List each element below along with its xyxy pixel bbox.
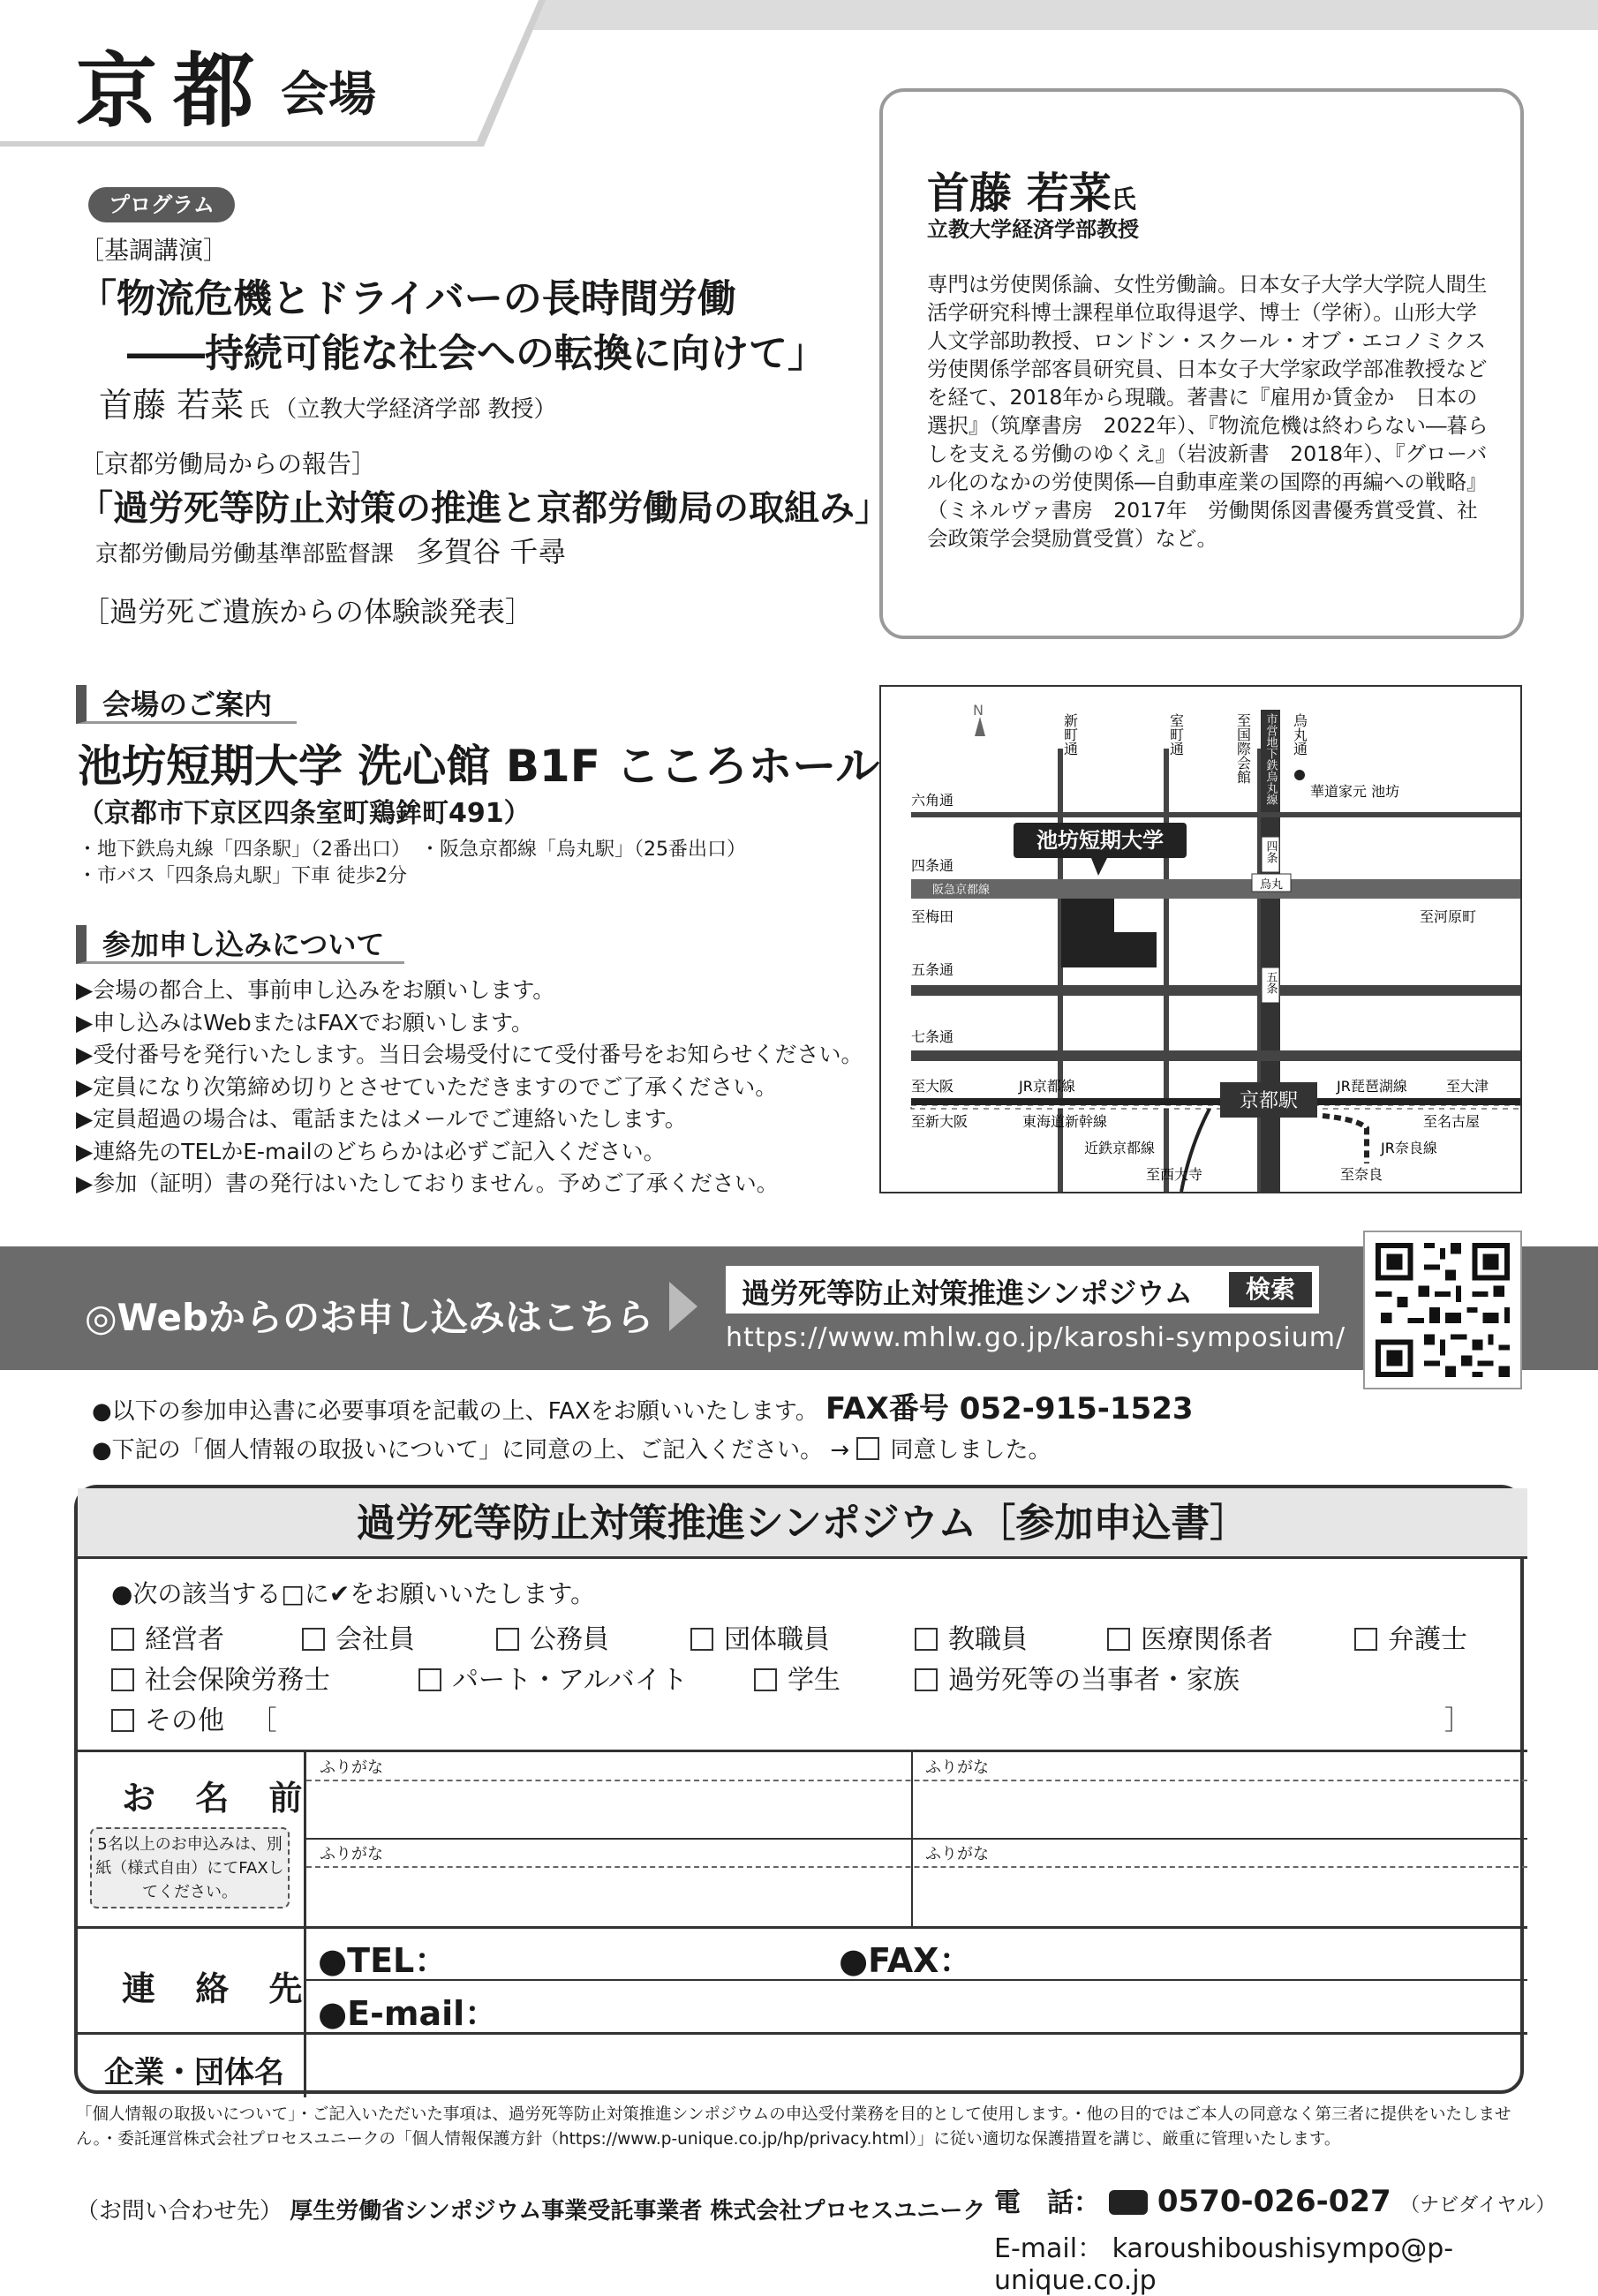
- contact-label: 連 絡 先: [122, 1969, 317, 2008]
- option-label: 学生: [788, 1665, 840, 1696]
- campus-building: [1061, 899, 1114, 932]
- station-label: 京都駅: [1239, 1090, 1299, 1112]
- checkbox[interactable]: [690, 1628, 713, 1651]
- shinosaka-label: 至新大阪: [911, 1113, 969, 1130]
- kado-label: 華道家元 池坊: [1310, 783, 1400, 800]
- page-title-suffix: 会場: [281, 66, 376, 122]
- osaka-label: 至大阪: [911, 1078, 954, 1095]
- agree-text: ●下記の「個人情報の取扱いについて」に同意の上、ご記入ください。 →: [92, 1437, 850, 1464]
- apply-note: ▶申し込みはWebまたはFAXでお願いします。: [76, 1009, 534, 1035]
- umeda-label: 至梅田: [911, 908, 954, 925]
- apply-note: ▶定員になり次第締め切りとさせていただきますのでご了承ください。: [76, 1073, 778, 1100]
- profile-name-line: [927, 159, 1136, 220]
- checkbox[interactable]: [915, 1668, 938, 1691]
- furigana-label: ふりがな: [320, 1845, 383, 1863]
- furigana-label: ふりがな: [320, 1758, 383, 1777]
- name-input-4[interactable]: [915, 1868, 1524, 1924]
- nara-line-label: JR奈良線: [1381, 1140, 1437, 1156]
- apply-note: ▶受付番号を発行いたします。当日会場受付にて受付番号をお知らせください。: [76, 1042, 863, 1067]
- checkbox[interactable]: [111, 1709, 134, 1732]
- rokkaku-label: 六角通: [911, 792, 954, 809]
- fax-field[interactable]: ●FAX：: [839, 1941, 973, 1980]
- access-map: [879, 685, 1522, 1193]
- apply-heading: 参加申し込みについて: [76, 925, 404, 964]
- option-label: 社会保険労務士: [145, 1665, 330, 1696]
- name-note: 5名以上のお申込みは、別紙（様式自由）にてFAXしてください。: [90, 1827, 290, 1908]
- profile-honorific: 氏: [1111, 184, 1136, 214]
- checkbox[interactable]: [111, 1628, 134, 1651]
- company-label: 企業・団体名: [104, 2055, 284, 2090]
- option-label: パート・アルバイト: [452, 1665, 688, 1696]
- checkbox[interactable]: [418, 1668, 441, 1691]
- search-keyword: 過労死等防止対策推進シンポジウム: [742, 1276, 1193, 1310]
- north-arrow: [975, 717, 985, 736]
- tokaido-label: 東海道新幹線: [1022, 1113, 1108, 1130]
- profile-affiliation: 立教大学経済学部教授: [927, 217, 1139, 242]
- tel-field[interactable]: ●TEL：: [318, 1941, 448, 1980]
- option-label: 公務員: [530, 1624, 609, 1655]
- phone-icon: [1109, 2190, 1148, 2215]
- mail-label: E-mail：: [994, 2233, 1104, 2264]
- kintetsu-label: 近鉄京都線: [1084, 1140, 1156, 1156]
- qr-code-icon: [1363, 1231, 1522, 1389]
- nagoya-label: 至名古屋: [1423, 1113, 1481, 1130]
- keynote-speaker: 首藤 若菜: [99, 386, 245, 425]
- footer-mail: [994, 2226, 1598, 2296]
- tel-label: 電 話：: [994, 2187, 1100, 2218]
- footer-contact: [76, 2193, 985, 2225]
- checkbox[interactable]: [754, 1668, 777, 1691]
- furigana-label: ふりがな: [925, 1758, 989, 1777]
- report-title: 「過労死等防止対策の推進と京都労働局の取組み」: [78, 488, 890, 529]
- bracket-close: ］: [1444, 1705, 1471, 1736]
- jr-line: [911, 1098, 1520, 1105]
- program-pill: プログラム: [88, 187, 235, 222]
- apply-note: ▶参加（証明）書の発行はいたしておりません。予めご了承ください。: [76, 1171, 779, 1196]
- jr-kyoto-label: JR京都線: [1019, 1078, 1075, 1095]
- profile-name: 首藤 若菜: [927, 169, 1112, 218]
- mail-address[interactable]: karoushiboushisympo@p-unique.co.jp: [994, 2233, 1454, 2296]
- venue-name: 池坊短期大学 洗心館 B1F こころホール: [78, 741, 880, 792]
- fax-instruction: [92, 1384, 1194, 1427]
- shijo-street: [911, 879, 1520, 899]
- fax-number: FAX番号 052-915-1523: [825, 1391, 1194, 1427]
- gojo-label: 五条通: [911, 961, 954, 978]
- option-label: 過労死等の当事者・家族: [948, 1665, 1240, 1696]
- shichijo-street: [911, 1050, 1520, 1061]
- apply-note: ▶定員超過の場合は、電話またはメールでご連絡いたします。: [76, 1106, 687, 1132]
- email-field[interactable]: ●E-mail：: [318, 1994, 499, 2033]
- agree-line: [92, 1432, 1052, 1464]
- checkbox[interactable]: [496, 1628, 519, 1651]
- access-line-1: ・地下鉄烏丸線「四条駅」（2番出口） ・阪急京都線「烏丸駅」（25番出口）: [78, 839, 746, 861]
- venue-heading: 会場のご案内: [76, 685, 297, 724]
- keynote-speaker-line: [99, 378, 557, 426]
- access-line-2: ・市バス「四条烏丸駅」下車 徒歩2分: [78, 865, 407, 887]
- keynote-affil: （立教大学経済学部 教授）: [274, 396, 557, 423]
- name-input-3[interactable]: [307, 1868, 909, 1924]
- footer-tel: [994, 2180, 1556, 2219]
- name-label: お 名 前: [122, 1779, 317, 1818]
- agree-check-label: 同意しました。: [890, 1437, 1052, 1464]
- tel-number[interactable]: 0570-026-027: [1157, 2184, 1391, 2219]
- family-label: ［過労死ご遺族からの体験談発表］: [81, 595, 534, 629]
- keynote-honorific: 氏: [248, 397, 270, 422]
- option-label: その他: [145, 1705, 224, 1736]
- nara-line: [1323, 1116, 1367, 1163]
- muromachi-label: 室町通: [1167, 713, 1185, 756]
- gojo-street: [911, 985, 1520, 996]
- agree-checkbox[interactable]: [856, 1437, 879, 1460]
- web-apply-label: ◎Webからのお申し込みはこちら: [85, 1296, 654, 1339]
- campus-label: 池坊短期大学: [1036, 828, 1164, 853]
- venue-address: （京都市下京区四条室町鶏鉾町491）: [78, 798, 531, 829]
- biwako-label: JR琵琶湖線: [1337, 1078, 1407, 1095]
- option-label: 教職員: [948, 1624, 1028, 1655]
- checkbox[interactable]: [1354, 1628, 1377, 1651]
- apply-note: ▶連絡先のTELかE-mailのどちらかは必ずご記入ください。: [76, 1138, 666, 1164]
- keynote-label: ［基調講演］: [79, 236, 229, 265]
- venue-access: [78, 837, 746, 890]
- profile-bio: 専門は労使関係論、女性労働論。日本女子大学大学院人間生活学研究科博士課程単位取得退学、博士（学術）。山形大学人文学部助教授、ロンドン・スクール・オブ・エコノミクス労使関係学部客員研究員、日本女子大学家政学部准教授などを経て、2018年から現職。著書に『雇用か賃金か 日本の選択』（筑摩書房 2022年）、『物流危機は終わらない―暮らしを支える労働のゆくえ』（岩波新書 2018年）、『グローバル化のなかの労使関係―自動車産業の国際的再編への戦略』（ミネルヴァ書房 2017年 労働関係図書優秀賞受賞、社会政策学会奨励賞受賞）など。: [927, 272, 1489, 551]
- option-label: 医療関係者: [1141, 1624, 1273, 1655]
- checkbox[interactable]: [302, 1628, 325, 1651]
- name-input-2[interactable]: [915, 1781, 1524, 1836]
- furigana-label: ふりがな: [925, 1845, 989, 1863]
- rokkaku-street: [911, 812, 1520, 817]
- page-title: 京都: [76, 44, 271, 139]
- hankyu-label: 阪急京都線: [932, 884, 991, 897]
- option-label: 団体職員: [724, 1624, 830, 1655]
- report-speaker: 多賀谷 千尋: [416, 535, 567, 568]
- form-instruction: ●次の該当する□に✔をお願いいたします。: [111, 1579, 596, 1608]
- form-title: 過労死等防止対策推進シンポジウム［参加申込書］: [78, 1488, 1527, 1559]
- kokusai-label: 至国際会館: [1234, 713, 1252, 784]
- search-button[interactable]: 検索: [1229, 1272, 1312, 1307]
- shijo-label: 四条通: [911, 857, 954, 874]
- option-label: 会社員: [335, 1624, 415, 1655]
- fax-instruction-text: ●以下の参加申込書に必要事項を記載の上、FAXをお願いいたします。: [92, 1398, 818, 1425]
- checkbox[interactable]: [111, 1668, 134, 1691]
- category-row-3: [111, 1698, 1489, 1737]
- report-speaker-affil: 京都労働局労働基準部監督課: [95, 541, 395, 568]
- arrow-icon: [669, 1282, 697, 1331]
- web-url[interactable]: https://www.mhlw.go.jp/karoshi-symposium/: [726, 1322, 1346, 1353]
- keynote-title-2: ――持続可能な社会への転換に向けて」: [127, 331, 826, 376]
- option-label: 経営者: [145, 1624, 224, 1655]
- shichijo-label: 七条通: [911, 1028, 954, 1045]
- option-label: 弁護士: [1388, 1624, 1467, 1655]
- company-input[interactable]: [307, 2036, 1526, 2094]
- gojo-stn-label: 五条: [1263, 971, 1278, 994]
- karasuma-label: 烏丸通: [1291, 713, 1308, 756]
- report-speaker-line: [95, 530, 566, 570]
- kawaramachi-label: 至河原町: [1420, 908, 1477, 925]
- apply-note: ▶会場の都合上、事前申し込みをお願いします。: [76, 977, 555, 1003]
- name-input-1[interactable]: [307, 1781, 909, 1836]
- north-label: N: [973, 702, 984, 719]
- shijo-stn-label: 四条: [1263, 840, 1278, 863]
- shinmachi-label: 新町通: [1061, 713, 1079, 756]
- contact-label: （お問い合わせ先）: [76, 2198, 283, 2224]
- application-form: [74, 1485, 1524, 2094]
- privacy-note: 「個人情報の取扱いについて」・ご記入いただいた事項は、過労死等防止対策推進シンポジウムの申込受付業務を目的として使用します。・他の目的ではご本人の同意なく第三者に提供をいたしません。・委託運営株式会社プロセスユニークの「個人情報保護方針（https://www.p-unique.co.jp/hp/privacy.html）」に従い適切な保護措置を講じ、厳重に管理いたします。: [76, 2105, 1511, 2149]
- tel-note: （ナビダイヤル）: [1400, 2194, 1556, 2217]
- keynote-title-1: 「物流危機とドライバーの長時間労働: [78, 276, 736, 321]
- karasuma-stn-label: 烏丸: [1259, 878, 1284, 892]
- nara-label: 至奈良: [1340, 1166, 1383, 1183]
- report-label: ［京都労働局からの報告］: [79, 449, 377, 478]
- apply-notes: [76, 975, 863, 1201]
- subway-label: 市営地下鉄烏丸線: [1263, 713, 1278, 805]
- checkbox[interactable]: [1107, 1628, 1130, 1651]
- saidaiji-label: 至西大寺: [1146, 1166, 1203, 1183]
- checkbox[interactable]: [915, 1628, 938, 1651]
- bracket-open: ［: [250, 1705, 277, 1736]
- otsu-label: 至大津: [1446, 1078, 1489, 1095]
- contact-org: 厚生労働省シンポジウム事業受託事業者 株式会社プロセスユニーク: [290, 2198, 986, 2224]
